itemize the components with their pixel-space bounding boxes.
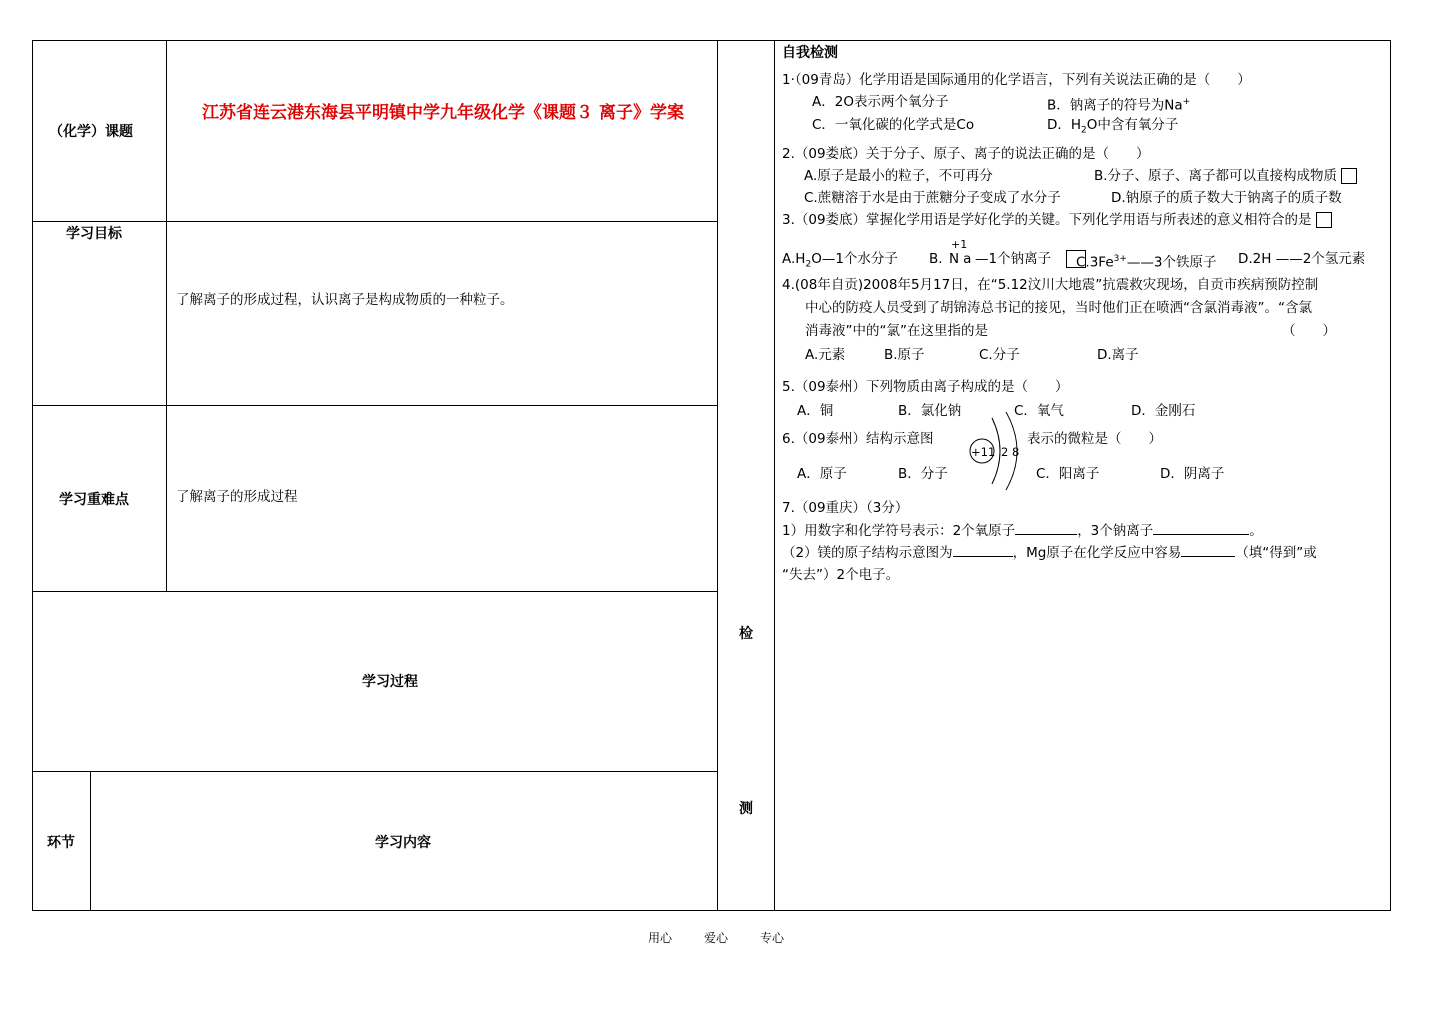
q7-stem: 7.（09重庆）（3分）	[782, 500, 909, 516]
footer-text-3: 专心	[760, 931, 785, 945]
q6-option-d: D．阴离子	[1160, 466, 1225, 482]
q2-option-b: B.分子、原子、离子都可以直接构成物质	[1094, 167, 1357, 185]
q3-option-b-text: —1个钠离子	[975, 251, 1052, 267]
q6-option-b: B．分子	[898, 466, 948, 482]
key-points-text: 了解离子的形成过程	[176, 489, 298, 505]
q6-stem-suffix: 表示的微粒是（ ）	[1027, 431, 1162, 447]
q4-line-3: 消毒液”中的“氯”在这里指的是	[805, 323, 988, 339]
answer-box	[1341, 168, 1357, 184]
divider-left-label-col	[166, 40, 167, 591]
content-label: 学习内容	[375, 835, 431, 851]
q1-option-a: A．2O表示两个氧分子	[812, 94, 949, 110]
atom-electron-shells: 2 8	[1001, 445, 1020, 459]
q2-option-c: C.蔗糖溶于水是由于蔗糖分子变成了水分子	[804, 190, 1061, 206]
atom-nucleus-charge: +11	[971, 445, 996, 459]
divider-section-col	[90, 771, 91, 911]
q6-option-a: A．原子	[797, 466, 847, 482]
hline-3	[32, 591, 717, 592]
answer-blank[interactable]	[1181, 544, 1235, 557]
q4-line-2: 中心的防疫人员受到了胡锦涛总书记的接见，当时他们正在喷洒“含氯消毒液”。“含氯	[805, 300, 1312, 316]
answer-blank[interactable]	[953, 544, 1013, 557]
self-test-heading: 自我检测	[782, 45, 838, 61]
document-title: 江苏省连云港东海县平明镇中学九年级化学《课题３ 离子》学案	[202, 103, 684, 123]
q6-option-c: C．阳离子	[1036, 466, 1100, 482]
q3-valence-charge: +1	[951, 238, 968, 251]
check-char-bottom: 测	[739, 801, 753, 817]
answer-box	[1316, 212, 1332, 228]
q5-option-b: B．氯化钠	[898, 403, 962, 419]
q7-line-2: （2）镁的原子结构示意图为 ，Mg原子在化学反应中容易 （填“得到”或	[782, 545, 1317, 561]
q5-option-c: C．氧气	[1014, 403, 1064, 419]
process-label: 学习过程	[362, 674, 418, 690]
q4-option-c: C.分子	[979, 347, 1020, 363]
q3-option-b-prefix: B.	[929, 251, 943, 267]
q3-stem: 3.（09娄底）掌握化学用语是学好化学的关键。下列化学用语与所表述的意义相符合的是	[782, 211, 1332, 229]
q5-stem: 5.（09泰州）下列物质由离子构成的是（ ）	[782, 379, 1069, 395]
q3-option-c: $C.3Fe^{3+}——3$个铁原子	[1076, 254, 1217, 271]
q7-line-1: 1）用数字和化学符号表示：2个氧原子 ，3个钠离子 。	[782, 523, 1263, 539]
hline-1	[32, 221, 717, 222]
goal-label: 学习目标	[66, 226, 122, 242]
answer-blank[interactable]	[1015, 522, 1077, 535]
q1-option-c: C．一氧化碳的化学式是Co	[812, 117, 975, 133]
q2-option-d: D.钠原子的质子数大于钠离子的质子数	[1111, 190, 1342, 206]
q5-option-d: D．金刚石	[1131, 403, 1196, 419]
q6-stem-prefix: 6.（09泰州）结构示意图	[782, 431, 934, 447]
q2-option-a: A.原子是最小的粒子，不可再分	[804, 168, 993, 184]
footer-text-1: 用心	[648, 931, 673, 945]
check-char-top: 检	[739, 626, 753, 642]
divider-middle-col	[774, 40, 775, 911]
course-label: （化学）课题	[49, 124, 133, 140]
q4-line-1: 4.(08年自贡)2008年5月17日，在“5.12汶川大地震”抗震救灾现场，自贡市疾病预防控制	[782, 277, 1319, 293]
footer-text-2: 爱心	[704, 931, 729, 945]
q4-option-a: A.元素	[805, 347, 846, 363]
q4-option-d: D.离子	[1097, 347, 1139, 363]
section-label: 环节	[47, 835, 75, 851]
q5-option-a: A．铜	[797, 403, 834, 419]
q7-line-3: “失去”）2个电子。	[782, 567, 900, 583]
q1-option-d: D．$H_2O$中含有氧分子	[1047, 117, 1179, 136]
hline-4	[32, 771, 717, 772]
key-points-label: 学习重难点	[59, 492, 129, 508]
q4-answer-paren: （ ）	[1282, 323, 1336, 339]
divider-left-main	[717, 40, 718, 911]
q4-option-b: B.原子	[884, 347, 925, 363]
q3-option-d: D.2H ——2个氢元素	[1238, 251, 1366, 267]
answer-blank[interactable]	[1153, 522, 1249, 535]
goal-text: 了解离子的形成过程，认识离子是构成物质的一种粒子。	[176, 292, 514, 308]
q1-stem: 1·（09青岛）化学用语是国际通用的化学语言，下列有关说法正确的是（ ）	[782, 72, 1251, 88]
q1-option-b: B．钠离子的符号为Na+	[1047, 97, 1191, 114]
q3-option-a: $A.H_2O—1$个水分子	[782, 251, 898, 270]
hline-2	[32, 405, 717, 406]
q3-element-symbol: Na	[949, 251, 976, 267]
q2-stem: 2.（09娄底）关于分子、原子、离子的说法正确的是（ ）	[782, 146, 1150, 162]
